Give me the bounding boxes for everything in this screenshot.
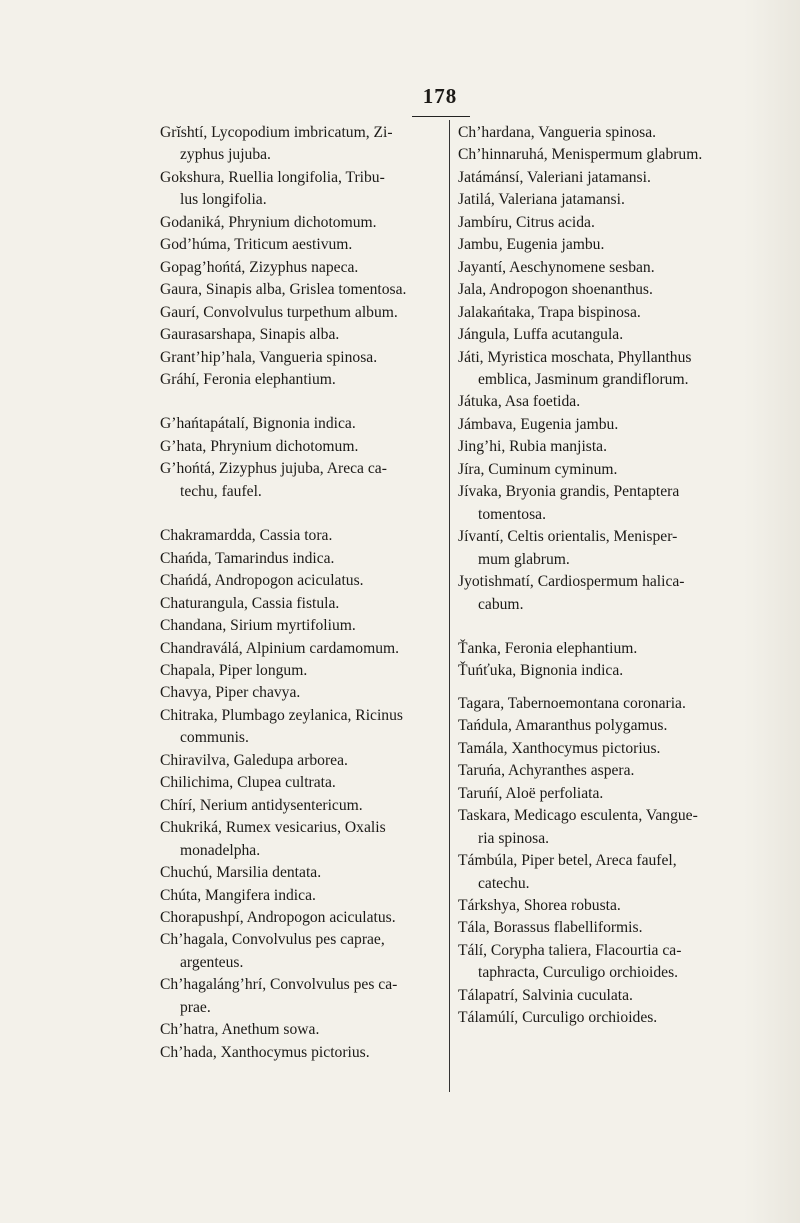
glossary-entry bbox=[458, 571, 738, 616]
section-first-entry-text: Chakramardda, Cassia tora. bbox=[160, 527, 333, 545]
page-edge-shadow bbox=[744, 0, 800, 1223]
glossary-entry bbox=[160, 369, 435, 391]
glossary-entry bbox=[458, 212, 738, 234]
entry-continuation: emblica, Jasminum grandiflorum. bbox=[478, 370, 689, 388]
glossary-entry bbox=[458, 783, 738, 805]
glossary-entry bbox=[160, 347, 435, 369]
entry-text: Tańdula, Amaranthus polygamus. bbox=[458, 717, 668, 735]
glossary-entry bbox=[160, 705, 435, 750]
entry-text: Tálí, Corypha taliera, Flacourtia ca- bbox=[458, 941, 682, 959]
entry-continuation: cabum. bbox=[478, 595, 524, 613]
glossary-entry bbox=[160, 122, 435, 167]
glossary-entry bbox=[458, 436, 738, 458]
entry-text: Jambu, Eugenia jambu. bbox=[458, 236, 605, 254]
entry-continuation: prae. bbox=[180, 998, 211, 1016]
glossary-entry bbox=[160, 234, 435, 256]
glossary-entry bbox=[458, 660, 738, 682]
entry-text: Ch’hatra, Anethum sowa. bbox=[160, 1021, 320, 1039]
glossary-entry bbox=[160, 324, 435, 346]
page-number: 178 bbox=[422, 84, 458, 108]
glossary-entry bbox=[160, 638, 435, 660]
entry-continuation: monadelpha. bbox=[180, 841, 261, 859]
glossary-entry bbox=[160, 682, 435, 704]
glossary-entry bbox=[458, 481, 738, 526]
glossary-entry bbox=[160, 279, 435, 301]
section-first-entry-text: G’hańtapátalí, Bignonia indica. bbox=[160, 415, 356, 433]
entry-text: Ch’hada, Xanthocymus pictorius. bbox=[160, 1043, 370, 1061]
entry-text: Jángula, Luffa acutangula. bbox=[458, 326, 624, 344]
entry-text: Gráhí, Feronia elephantium. bbox=[160, 370, 336, 388]
entry-continuation: ria spinosa. bbox=[478, 829, 550, 847]
right-column bbox=[458, 122, 738, 1030]
entry-text: Ch’hardana, Vangueria spinosa. bbox=[458, 124, 657, 141]
section-gap bbox=[458, 616, 738, 638]
entry-text: Chandraválá, Alpinium cardamomum. bbox=[160, 639, 400, 657]
entry-text: Jíra, Cuminum cyminum. bbox=[458, 460, 618, 478]
section-first-entry-text: Jatámánsí, Valeriani jatamansi. bbox=[458, 168, 651, 186]
entry-text: Godaniká, Phrynium dichotomum. bbox=[160, 213, 377, 231]
section-gap bbox=[160, 391, 435, 413]
entry-text: Jívaka, Bryonia grandis, Pentaptera bbox=[458, 483, 680, 501]
entry-continuation: catechu. bbox=[478, 874, 530, 892]
glossary-entry bbox=[160, 257, 435, 279]
entry-continuation: techu, faufel. bbox=[180, 482, 262, 500]
glossary-entry bbox=[458, 414, 738, 436]
section-gap bbox=[160, 503, 435, 525]
glossary-entry bbox=[458, 144, 738, 166]
glossary-entry bbox=[160, 1042, 435, 1064]
glossary-entry bbox=[160, 167, 435, 212]
glossary-entry bbox=[160, 436, 435, 458]
entry-text: Gokshura, Ruellia longifolia, Tribu- bbox=[160, 168, 385, 186]
entry-text: Taruńí, Aloë perfoliata. bbox=[458, 784, 604, 802]
glossary-entry bbox=[458, 459, 738, 481]
entry-text: God’húma, Triticum aestivum. bbox=[160, 236, 353, 254]
entry-text: Tálamúlí, Curculigo orchioides. bbox=[458, 1009, 658, 1027]
glossary-entry bbox=[160, 660, 435, 682]
glossary-entry bbox=[458, 985, 738, 1007]
entry-text: Ch’hinnaruhá, Menispermum glabrum. bbox=[458, 146, 703, 164]
entry-text: Jalakańtaka, Trapa bispinosa. bbox=[458, 303, 641, 321]
section-first-entry-text: Tagara, Tabernoemontana coronaria. bbox=[458, 694, 686, 712]
glossary-entry bbox=[458, 760, 738, 782]
entry-text: Tárkshya, Shorea robusta. bbox=[458, 896, 621, 914]
entry-text: Ch’hagaláng’hrí, Convolvulus pes ca- bbox=[160, 976, 398, 994]
entry-text: Chitraka, Plumbago zeylanica, Ricinus bbox=[160, 706, 403, 724]
glossary-entry bbox=[458, 167, 738, 189]
entry-text: Tálapatrí, Salvinia cuculata. bbox=[458, 986, 633, 1004]
entry-text: Jívantí, Celtis orientalis, Menisper- bbox=[458, 528, 678, 546]
glossary-entry bbox=[458, 302, 738, 324]
glossary-entry bbox=[458, 738, 738, 760]
glossary-entry bbox=[458, 1007, 738, 1029]
entry-continuation: mum glabrum. bbox=[478, 550, 570, 568]
glossary-entry bbox=[458, 940, 738, 985]
glossary-entry bbox=[160, 907, 435, 929]
glossary-entry bbox=[160, 615, 435, 637]
glossary-entry bbox=[458, 391, 738, 413]
entry-text: Chukriká, Rumex vesicarius, Oxalis bbox=[160, 819, 386, 837]
glossary-entry bbox=[458, 693, 738, 715]
entry-continuation: zyphus jujuba. bbox=[180, 146, 271, 164]
entry-text: Gaurasarshapa, Sinapis alba. bbox=[160, 326, 340, 344]
entry-text: Chańdá, Andropogon aciculatus. bbox=[160, 572, 364, 590]
entry-text: Chiravilva, Galedupa arborea. bbox=[160, 751, 348, 769]
glossary-entry bbox=[160, 772, 435, 794]
entry-text: Jayantí, Aeschynomene sesban. bbox=[458, 258, 655, 276]
glossary-entry bbox=[160, 750, 435, 772]
glossary-entry bbox=[458, 526, 738, 571]
entry-text: Jatilá, Valeriana jatamansi. bbox=[458, 191, 625, 209]
glossary-entry bbox=[160, 570, 435, 592]
glossary-entry bbox=[458, 638, 738, 660]
entry-text: Jala, Andropogon shoenanthus. bbox=[458, 281, 653, 299]
section-gap bbox=[458, 683, 738, 693]
entry-text: Gaura, Sinapis alba, Grislea tomentosa. bbox=[160, 281, 407, 299]
entry-text: Grĭshtí, Lycopodium imbricatum, Zi- bbox=[160, 124, 393, 141]
glossary-entry bbox=[458, 805, 738, 850]
entry-text: Chírí, Nerium antidysentericum. bbox=[160, 796, 363, 814]
left-column bbox=[160, 122, 435, 1064]
entry-text: Ťuńťuka, Bignonia indica. bbox=[458, 662, 624, 680]
entry-text: G’hońtá, Zizyphus jujuba, Areca ca- bbox=[160, 460, 387, 478]
glossary-entry bbox=[458, 324, 738, 346]
glossary-entry bbox=[160, 413, 435, 435]
entry-text: Taruńa, Achyranthes aspera. bbox=[458, 762, 635, 780]
glossary-entry bbox=[160, 974, 435, 1019]
entry-text: Taskara, Medicago esculenta, Vangue- bbox=[458, 807, 698, 825]
column-divider bbox=[449, 120, 450, 1092]
page-number-rule bbox=[412, 116, 470, 117]
entry-text: Chúta, Mangifera indica. bbox=[160, 886, 316, 904]
entry-text: Gaurí, Convolvulus turpethum album. bbox=[160, 303, 398, 321]
glossary-entry bbox=[458, 347, 738, 392]
entry-continuation: tomentosa. bbox=[478, 505, 546, 523]
entry-text: Jyotishmatí, Cardiospermum halica- bbox=[458, 573, 685, 591]
glossary-entry bbox=[458, 895, 738, 917]
entry-continuation: lus longifolia. bbox=[180, 191, 267, 209]
entry-text: Jámbava, Eugenia jambu. bbox=[458, 415, 619, 433]
glossary-entry bbox=[160, 1019, 435, 1041]
entry-text: Chapala, Piper longum. bbox=[160, 661, 308, 679]
glossary-entry bbox=[458, 917, 738, 939]
glossary-entry bbox=[160, 548, 435, 570]
entry-text: Tála, Borassus flabelliformis. bbox=[458, 919, 643, 937]
entry-text: Chavya, Piper chavya. bbox=[160, 684, 301, 702]
glossary-entry bbox=[160, 817, 435, 862]
section-first-entry-text: Ch’hagala, Convolvulus pes caprae, bbox=[160, 931, 385, 949]
entry-text: Játi, Myristica moschata, Phyllanthus bbox=[458, 348, 692, 366]
entry-text: Támbúla, Piper betel, Areca faufel, bbox=[458, 852, 677, 870]
entry-continuation: argenteus. bbox=[180, 953, 244, 971]
glossary-entry bbox=[160, 302, 435, 324]
glossary-entry bbox=[160, 525, 435, 547]
glossary-entry bbox=[160, 885, 435, 907]
glossary-entry bbox=[160, 795, 435, 817]
entry-text: Chuchú, Marsilia dentata. bbox=[160, 864, 322, 882]
glossary-entry bbox=[160, 862, 435, 884]
entry-text: Chorapushpí, Andropogon aciculatus. bbox=[160, 908, 396, 926]
glossary-entry bbox=[160, 593, 435, 615]
glossary-entry bbox=[458, 122, 738, 144]
entry-text: Jing’hi, Rubia manjista. bbox=[458, 438, 607, 456]
entry-text: Chańda, Tamarindus indica. bbox=[160, 549, 335, 567]
entry-text: Grant’hip’hala, Vangueria spinosa. bbox=[160, 348, 378, 366]
entry-text: Jambíru, Citrus acida. bbox=[458, 213, 595, 231]
glossary-entry bbox=[160, 212, 435, 234]
glossary-entry bbox=[458, 234, 738, 256]
entry-text: Chandana, Sirium myrtifolium. bbox=[160, 617, 356, 635]
entry-text: Tamála, Xanthocymus pictorius. bbox=[458, 739, 661, 757]
entry-continuation: communis. bbox=[180, 729, 249, 747]
glossary-entry bbox=[458, 715, 738, 737]
glossary-entry bbox=[458, 850, 738, 895]
glossary-entry bbox=[458, 257, 738, 279]
entry-text: Gopag’hońtá, Zizyphus napeca. bbox=[160, 258, 359, 276]
glossary-entry bbox=[458, 279, 738, 301]
entry-text: Chilichima, Clupea cultrata. bbox=[160, 774, 336, 792]
entry-continuation: taphracta, Curculigo orchioides. bbox=[478, 964, 679, 982]
entry-text: Chaturangula, Cassia fistula. bbox=[160, 594, 340, 612]
glossary-entry bbox=[160, 458, 435, 503]
entry-text: G’hata, Phrynium dichotomum. bbox=[160, 437, 359, 455]
entry-text: Játuka, Asa foetida. bbox=[458, 393, 581, 411]
glossary-entry bbox=[458, 189, 738, 211]
glossary-entry bbox=[160, 929, 435, 974]
section-first-entry-text: Ťanka, Feronia elephantium. bbox=[458, 639, 638, 657]
